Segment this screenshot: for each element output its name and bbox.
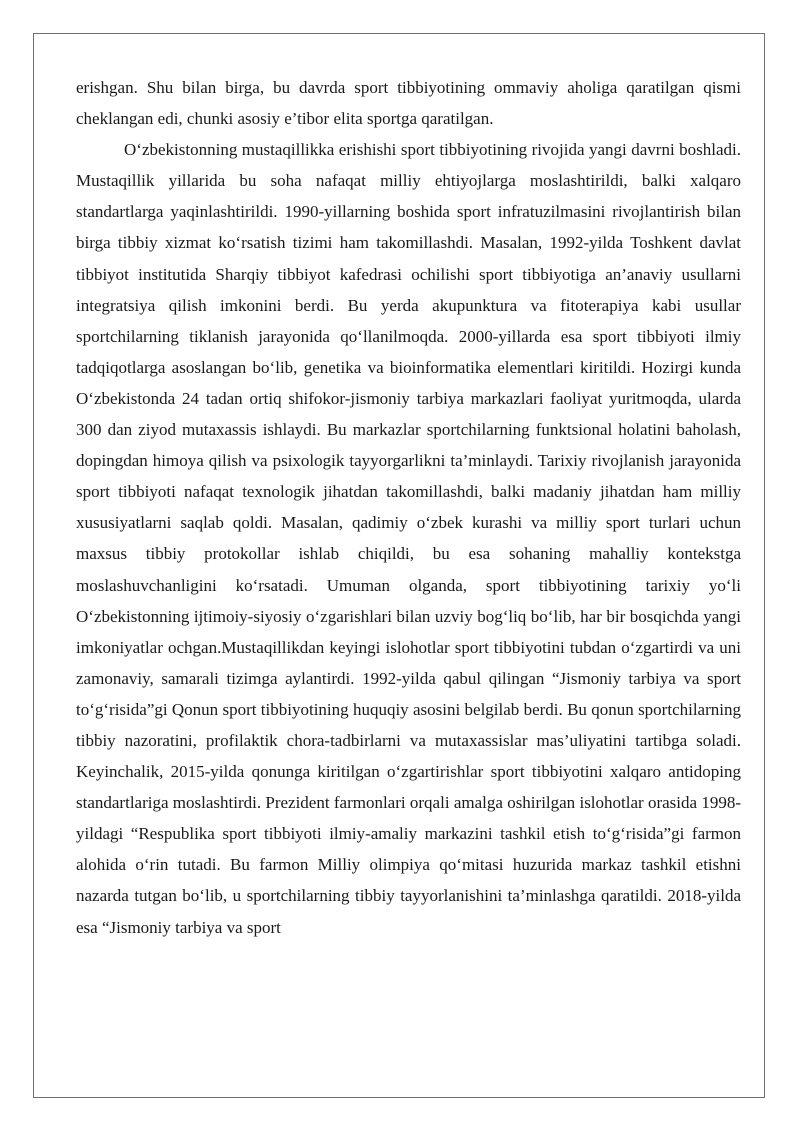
paragraph-continuation: erishgan. Shu bilan birga, bu davrda sport tibbiyotining ommaviy aholiga qaratilgan qismi cheklangan edi, chunki asosiy e’tibor elita sportga qaratilgan. — [76, 78, 741, 129]
document-body — [76, 72, 741, 943]
paragraph-main: O‘zbekistonning mustaqillikka erishishi sport tibbiyotining rivojida yangi davrni boshladi. Mustaqillik yillarida bu soha nafaqat milliy ehtiyojlarga moslashtirildi, balki xalqaro standartlarga yaqinlashtirildi. 1990-yillarning boshida sport infratuzilmasini rivojlantirish bilan birga tibbiy xizmat ko‘rsatish tizimi ham takomillashdi. Masalan, 1992-yilda Toshkent davlat tibbiyot institutida Sharqiy tibbiyot kafedrasi ochilishi sport tibbiyotiga an’anaviy usullarni integratsiya qilish imkonini berdi. Bu yerda akupunktura va fitoterapiya kabi usullar sportchilarning tiklanish jarayonida qo‘llanilmoqda. 2000-yillarda esa sport tibbiyoti ilmiy tadqiqotlarga asoslangan bo‘lib, genetika va bioinformatika elementlari kiritildi. Hozirgi kunda O‘zbekistonda 24 tadan ortiq shifokor-jismoniy tarbiya markazlari faoliyat yuritmoqda, ularda 300 dan ziyod mutaxassis ishlaydi. Bu markazlar sportchilarning funktsional holatini baholash, dopingdan himoya qilish va psixologik tayyorgarlikni ta’minlaydi. Tarixiy rivojlanish jarayonida sport tibbiyoti nafaqat texnologik jihatdan takomillashdi, balki madaniy jihatdan ham milliy xususiyatlarni saqlab qoldi. Masalan, qadimiy o‘zbek kurashi va milliy sport turlari uchun maxsus tibbiy protokollar ishlab chiqildi, bu esa sohaning mahalliy kontekstga moslashuvchanligini ko‘rsatadi. Umuman olganda, sport tibbiyotining tarixiy yo‘li O‘zbekistonning ijtimoiy-siyosiy o‘zgarishlari bilan uzviy bog‘liq bo‘lib, har bir bosqichda yangi imkoniyatlar ochgan.Mustaqillikdan keyingi islohotlar sport tibbiyotini tubdan o‘zgartirdi va uni zamonaviy, samarali tizimga aylantirdi. 1992-yilda qabul qilingan “Jismoniy tarbiya va sport to‘g‘risida”gi Qonun sport tibbiyotining huquqiy asosini belgilab berdi. Bu qonun sportchilarning tibbiy nazoratini, profilaktik chora-tadbirlarni va mutaxassislar mas’uliyatini tartibga soladi. Keyinchalik, 2015-yilda qonunga kiritilgan o‘zgartirishlar sport tibbiyotini xalqaro antidoping standartlariga moslashtirdi. Prezident farmonlari orqali amalga oshirilgan islohotlar orasida 1998-yildagi “Respublika sport tibbiyoti ilmiy-amaliy markazini tashkil etish to‘g‘risida”gi farmon alohida o‘rin tutadi. Bu farmon Milliy olimpiya qo‘mitasi huzurida markaz tashkil etishni nazarda tutgan bo‘lib, u sportchilarning tibbiy tayyorlanishini ta’minlashga qaratildi. 2018-yilda esa “Jismoniy tarbiya va sport — [76, 140, 741, 937]
